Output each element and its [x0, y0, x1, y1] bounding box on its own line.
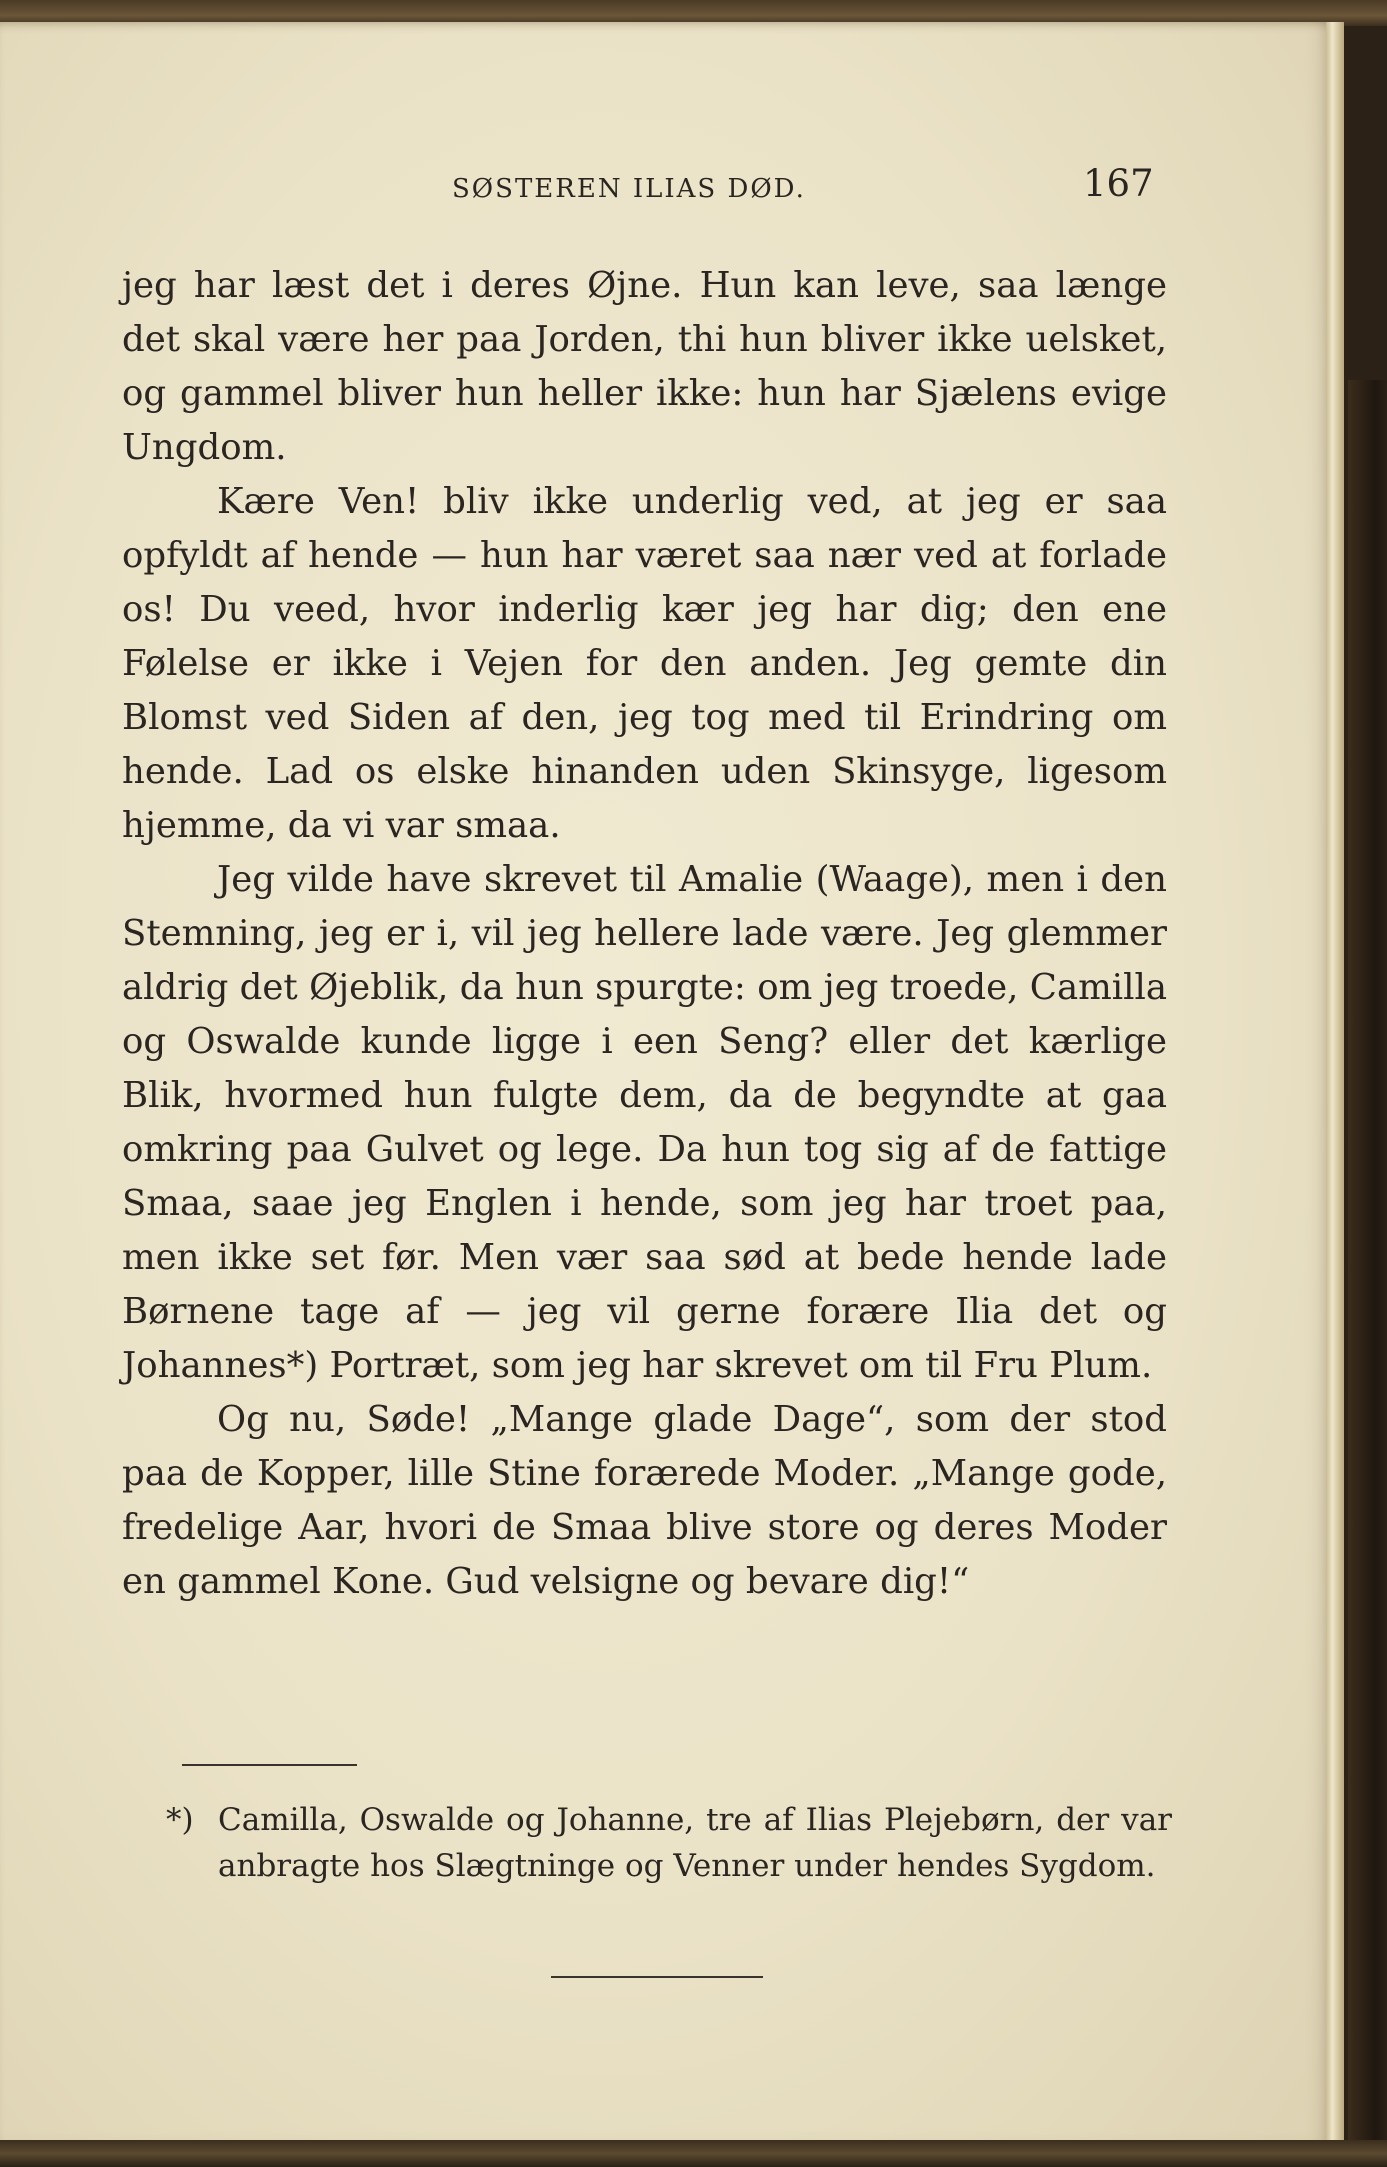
binding-bottom-edge: [0, 2140, 1387, 2167]
footnote-marker: *): [166, 1802, 194, 1838]
paragraph-4: Og nu, Søde! „Mange glade Dage“, som der stod paa de Kopper, lille Stine forærede Moder. „Mange gode, fredelige Aar, hvori de Smaa blive store og deres Moder en gammel Kone. Gud velsigne og bevare dig!“: [122, 1399, 1167, 1602]
paragraph-1: jeg har læst det i deres Øjne. Hun kan leve, saa længe det skal være her paa Jorden, thi hun bliver ikke uelsket, og gammel bliver hun heller ikke: hun har Sjælens evige Ungdom.: [122, 265, 1167, 468]
page-fore-edge: [1326, 22, 1344, 2144]
footnote-text: Camilla, Oswalde og Johanne, tre af Ilias Plejebørn, der var anbragte hos Slægtninge og Venner under hendes Sygdom.: [218, 1802, 1172, 1884]
running-title: SØSTEREN ILIAS DØD.: [452, 174, 806, 204]
footnote: [166, 1797, 1172, 1889]
page-number: 167: [1083, 162, 1154, 205]
paragraph-2: Kære Ven! bliv ikke underlig ved, at jeg er saa opfyldt af hende — hun har været saa nær ved at forlade os! Du veed, hvor inderlig kær jeg har dig; den ene Følelse er ikke i Vejen for den anden. Jeg gemte din Blomst ved Siden af den, jeg tog med til Erindring om hende. Lad os elske hinanden uden Skinsyge, ligesom hjemme, da vi var smaa.: [122, 481, 1167, 846]
body-text: [122, 259, 1167, 1609]
end-rule: [551, 1976, 763, 1978]
page-sheet: [0, 22, 1335, 2144]
paragraph-3: Jeg vilde have skrevet til Amalie (Waage), men i den Stemning, jeg er i, vil jeg hellere lade være. Jeg glemmer aldrig det Øjeblik, da hun spurgte: om jeg troede, Camilla og Oswalde kunde ligge i een Seng? eller det kærlige Blik, hvormed hun fulgte dem, da de begyndte at gaa omkring paa Gulvet og lege. Da hun tog sig af de fattige Smaa, saae jeg Englen i hende, som jeg har troet paa, men ikke set før. Men vær saa sød at bede hende lade Børnene tage af — jeg vil gerne forære Ilia det og Johannes*) Portræt, som jeg har skrevet om til Fru Plum.: [122, 859, 1167, 1386]
book-cover-edge: [1348, 380, 1387, 2140]
footnote-separator: [182, 1764, 357, 1766]
